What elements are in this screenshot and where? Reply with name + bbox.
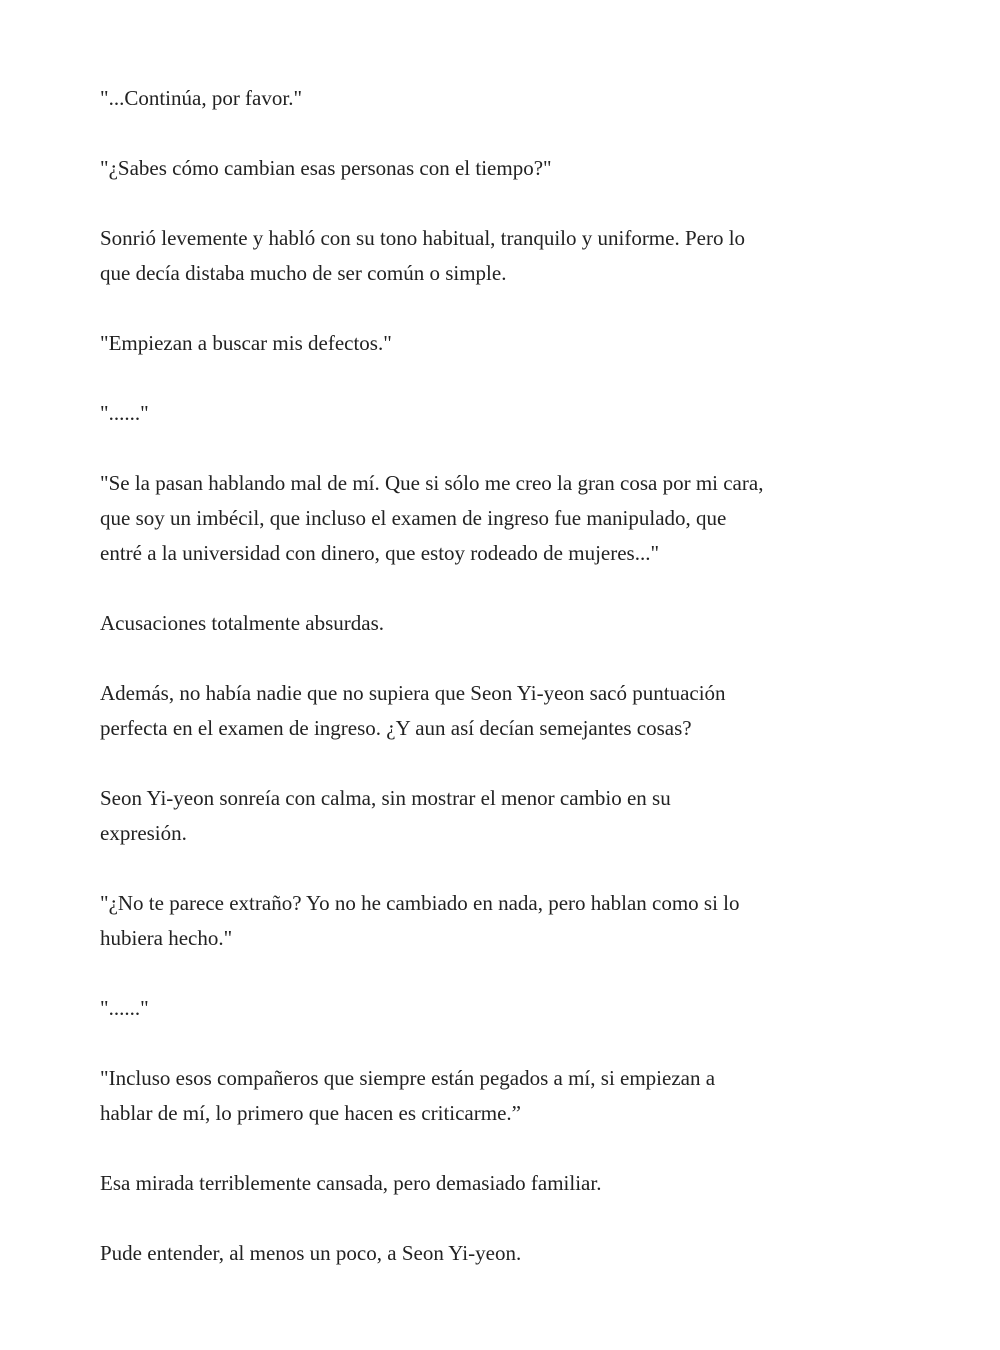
text-line: hablar de mí, lo primero que hacen es criticarme.” [100, 1101, 521, 1125]
text-line: Además, no había nadie que no supiera que Seon Yi-yeon sacó puntuación [100, 681, 726, 705]
text-line: "¿Sabes cómo cambian esas personas con el tiempo?" [100, 156, 552, 180]
text-line: Sonrió levemente y habló con su tono habitual, tranquilo y uniforme. Pero lo [100, 226, 746, 250]
text-line: entré a la universidad con dinero, que estoy rodeado de mujeres..." [100, 541, 660, 565]
text-line: "Empiezan a buscar mis defectos." [100, 331, 392, 355]
paragraph [100, 781, 920, 851]
paragraph [100, 326, 920, 361]
document-body [100, 81, 920, 1306]
paragraph [100, 1061, 920, 1131]
text-line: Esa mirada terriblemente cansada, pero demasiado familiar. [100, 1171, 602, 1195]
text-line: Pude entender, al menos un poco, a Seon Yi-yeon. [100, 1241, 522, 1265]
paragraph [100, 886, 920, 956]
paragraph [100, 396, 920, 431]
text-line: expresión. [100, 821, 187, 845]
text-line: perfecta en el examen de ingreso. ¿Y aun así decían semejantes cosas? [100, 716, 692, 740]
text-line: hubiera hecho." [100, 926, 233, 950]
text-line: "......" [100, 996, 149, 1020]
paragraph [100, 606, 920, 641]
text-line: Seon Yi-yeon sonreía con calma, sin mostrar el menor cambio en su [100, 786, 671, 810]
text-line: "Incluso esos compañeros que siempre están pegados a mí, si empiezan a [100, 1066, 716, 1090]
text-line: "......" [100, 401, 149, 425]
text-line: que soy un imbécil, que incluso el examen de ingreso fue manipulado, que [100, 506, 727, 530]
paragraph [100, 221, 920, 291]
text-line: "Se la pasan hablando mal de mí. Que si sólo me creo la gran cosa por mi cara, [100, 471, 764, 495]
paragraph [100, 466, 920, 571]
paragraph [100, 991, 920, 1026]
text-line: "...Continúa, por favor." [100, 86, 303, 110]
paragraph [100, 151, 920, 186]
paragraph [100, 1236, 920, 1271]
paragraph [100, 1166, 920, 1201]
paragraph [100, 81, 920, 116]
paragraph [100, 676, 920, 746]
text-line: que decía distaba mucho de ser común o simple. [100, 261, 507, 285]
text-line: Acusaciones totalmente absurdas. [100, 611, 384, 635]
text-line: "¿No te parece extraño? Yo no he cambiado en nada, pero hablan como si lo [100, 891, 740, 915]
